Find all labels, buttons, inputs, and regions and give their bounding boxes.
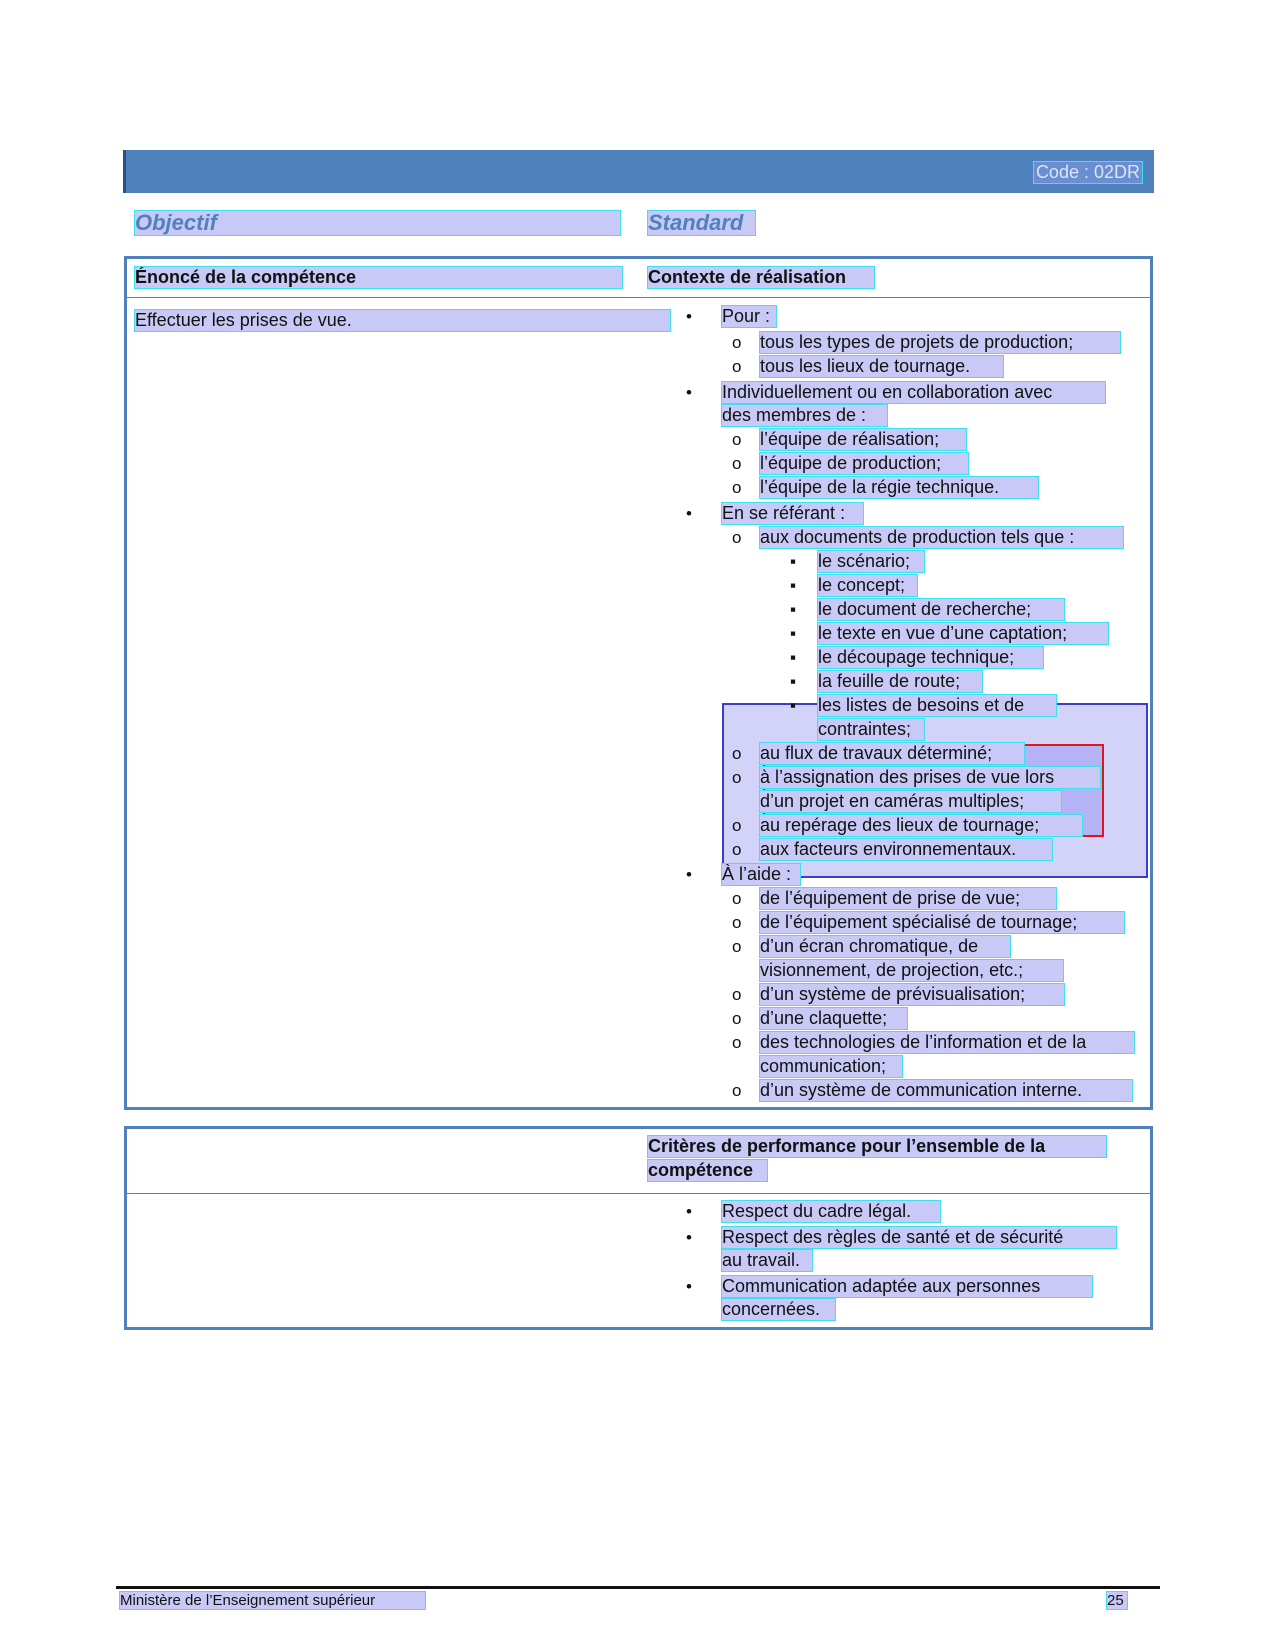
bullet-circle-icon: o — [732, 937, 742, 956]
bullet-square-icon: ▪ — [790, 576, 797, 595]
critere-item: Communication adaptée aux personnes — [722, 1276, 1092, 1297]
pour-label: Pour : — [722, 306, 776, 327]
contexte-heading: Contexte de réalisation — [648, 267, 874, 288]
list-item: les listes de besoins et de — [818, 695, 1056, 716]
bullet-dot-icon: • — [686, 1277, 692, 1296]
list-item: l’équipe de la régie technique. — [760, 477, 1038, 498]
competence-statement: Effectuer les prises de vue. — [135, 310, 670, 331]
criteres-heading-line-1: Critères de performance pour l’ensemble de la — [648, 1136, 1106, 1157]
list-item: d’un système de prévisualisation; — [760, 984, 1064, 1005]
list-item: de l’équipement de prise de vue; — [760, 888, 1056, 909]
bullet-circle-icon: o — [732, 889, 742, 908]
bullet-dot-icon: • — [686, 307, 692, 326]
referant-label: En se référant : — [722, 503, 863, 524]
bullet-circle-icon: o — [732, 357, 742, 376]
bullet-dot-icon: • — [686, 504, 692, 523]
list-item: le document de recherche; — [818, 599, 1064, 620]
list-item-continued: d’un projet en caméras multiples; — [760, 791, 1061, 812]
list-item-continued: contraintes; — [818, 719, 924, 740]
list-item: aux facteurs environnementaux. — [760, 839, 1052, 860]
aide-label: À l’aide : — [722, 864, 800, 885]
objectif-heading: Objectif — [135, 211, 620, 235]
critere-item-continued: concernées. — [722, 1299, 835, 1320]
list-item: tous les lieux de tournage. — [760, 356, 1003, 377]
list-item: d’un écran chromatique, de — [760, 936, 1010, 957]
bullet-square-icon: ▪ — [790, 672, 797, 691]
header-bar — [123, 150, 1154, 193]
list-item-continued: visionnement, de projection, etc.; — [760, 960, 1063, 981]
documents-label: aux documents de production tels que : — [760, 527, 1123, 548]
bullet-circle-icon: o — [732, 1081, 742, 1100]
page-number: 25 — [1107, 1592, 1127, 1609]
bullet-circle-icon: o — [732, 528, 742, 547]
list-item: le texte en vue d’une captation; — [818, 623, 1108, 644]
bullet-dot-icon: • — [686, 865, 692, 884]
bullet-circle-icon: o — [732, 478, 742, 497]
enonce-heading: Énoncé de la compétence — [135, 267, 622, 288]
footer-ministry: Ministère de l’Enseignement supérieur — [120, 1592, 425, 1609]
bullet-dot-icon: • — [686, 383, 692, 402]
table-divider — [127, 1193, 1150, 1194]
bullet-circle-icon: o — [732, 744, 742, 763]
bullet-circle-icon: o — [732, 1033, 742, 1052]
standard-heading: Standard — [648, 211, 755, 235]
critere-item: Respect du cadre légal. — [722, 1201, 940, 1222]
bullet-square-icon: ▪ — [790, 600, 797, 619]
bullet-circle-icon: o — [732, 768, 742, 787]
list-item: le scénario; — [818, 551, 924, 572]
bullet-circle-icon: o — [732, 1009, 742, 1028]
bullet-circle-icon: o — [732, 816, 742, 835]
bullet-circle-icon: o — [732, 430, 742, 449]
list-item: des technologies de l’information et de la — [760, 1032, 1134, 1053]
bullet-circle-icon: o — [732, 985, 742, 1004]
list-item: au flux de travaux déterminé; — [760, 743, 1024, 764]
criteres-heading-line-2: compétence — [648, 1160, 767, 1181]
list-item: le découpage technique; — [818, 647, 1043, 668]
list-item: au repérage des lieux de tournage; — [760, 815, 1082, 836]
bullet-square-icon: ▪ — [790, 552, 797, 571]
critere-item: Respect des règles de santé et de sécurité — [722, 1227, 1116, 1248]
code-label: Code : 02DR — [1035, 162, 1140, 182]
bullet-square-icon: ▪ — [790, 648, 797, 667]
list-item: l’équipe de production; — [760, 453, 968, 474]
list-item: d’une claquette; — [760, 1008, 907, 1029]
list-item: d’un système de communication interne. — [760, 1080, 1132, 1101]
bullet-circle-icon: o — [732, 454, 742, 473]
bullet-square-icon: ▪ — [790, 696, 797, 715]
list-item-continued: communication; — [760, 1056, 902, 1077]
collab-line-1: Individuellement ou en collaboration avec — [722, 382, 1105, 403]
list-item: le concept; — [818, 575, 917, 596]
footer-rule — [116, 1586, 1160, 1589]
list-item: l’équipe de réalisation; — [760, 429, 966, 450]
bullet-dot-icon: • — [686, 1228, 692, 1247]
bullet-circle-icon: o — [732, 333, 742, 352]
table-divider — [127, 297, 1150, 298]
list-item: la feuille de route; — [818, 671, 982, 692]
collab-line-2: des membres de : — [722, 405, 887, 426]
list-item: de l’équipement spécialisé de tournage; — [760, 912, 1124, 933]
bullet-dot-icon: • — [686, 1202, 692, 1221]
bullet-square-icon: ▪ — [790, 624, 797, 643]
critere-item-continued: au travail. — [722, 1250, 812, 1271]
list-item: tous les types de projets de production; — [760, 332, 1120, 353]
bullet-circle-icon: o — [732, 840, 742, 859]
list-item: à l’assignation des prises de vue lors — [760, 767, 1100, 788]
bullet-circle-icon: o — [732, 913, 742, 932]
